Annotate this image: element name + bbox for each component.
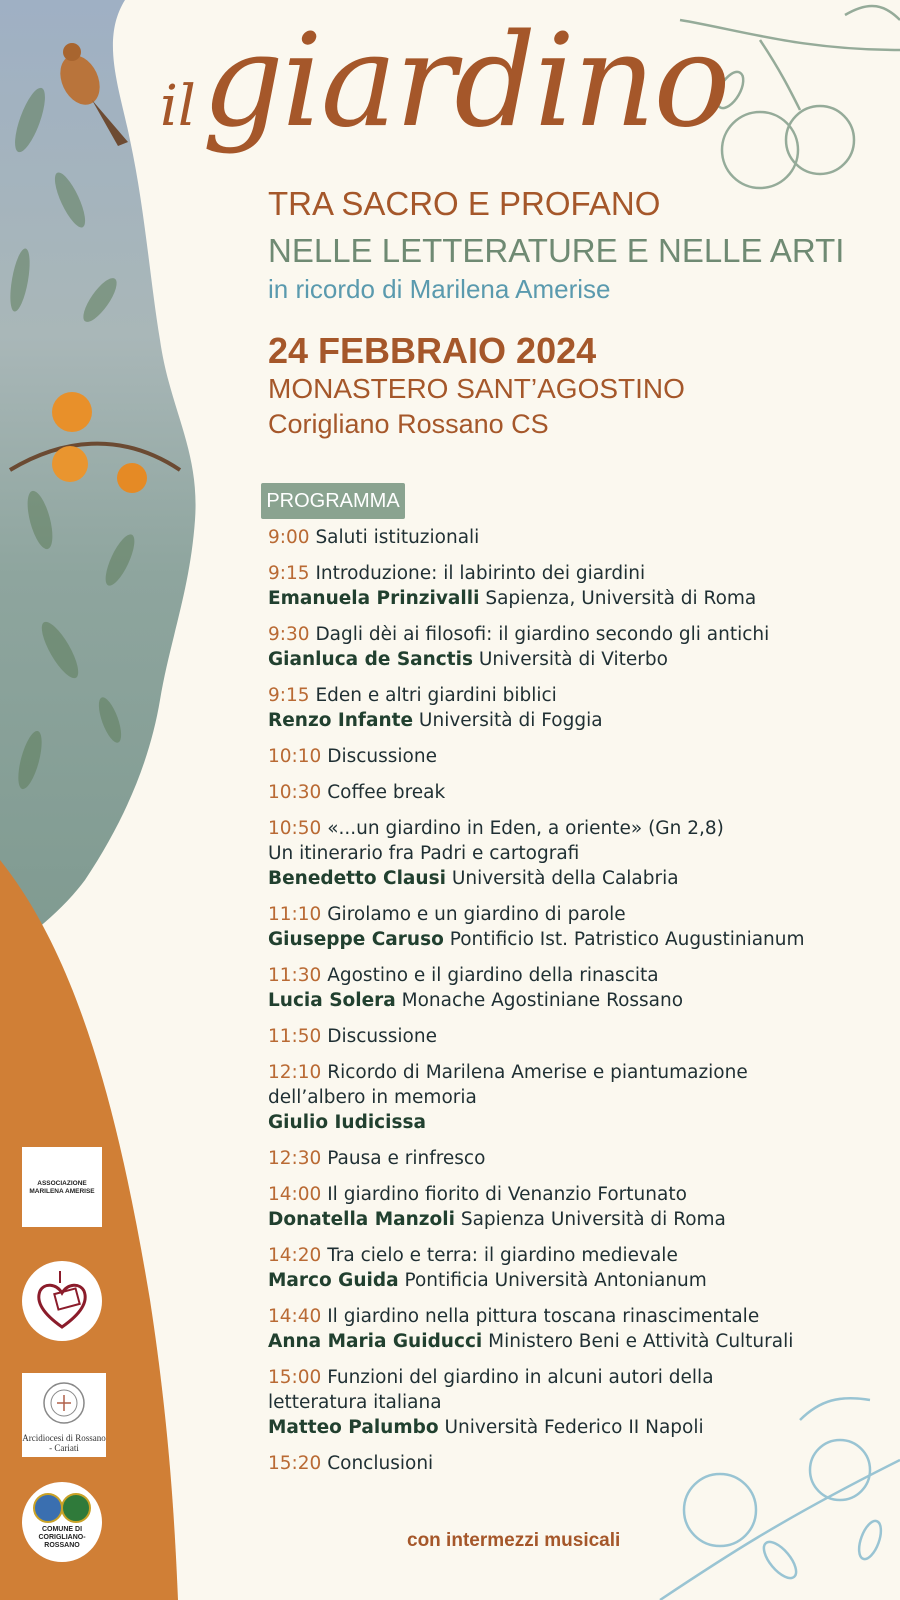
program-item xyxy=(268,902,828,952)
program-title: Discussione xyxy=(327,746,437,767)
program-time: 9:15 xyxy=(268,563,310,584)
program-title: Girolamo e un giardino di parole xyxy=(327,904,626,925)
speaker-name: Giuseppe Caruso xyxy=(268,929,444,950)
program-title: Saluti istituzionali xyxy=(315,527,480,548)
program-item-line xyxy=(268,1060,828,1085)
speaker-affiliation: Pontificio Ist. Patristico Augustinianum xyxy=(449,929,805,950)
program-time: 12:10 xyxy=(268,1062,322,1083)
arcidiocesi-logo xyxy=(22,1373,106,1457)
orange-panel xyxy=(0,860,178,1600)
program-item-line xyxy=(268,622,828,647)
event-date: 24 FEBBRAIO 2024 xyxy=(268,330,597,371)
program-item xyxy=(268,1243,828,1293)
program-time: 10:50 xyxy=(268,818,322,839)
program-item xyxy=(268,525,828,550)
program-title: Dagli dèi ai filosofi: il giardino secondo gli antichi xyxy=(315,624,770,645)
program-time: 9:30 xyxy=(268,624,310,645)
subtitle-2: NELLE LETTERATURE E NELLE ARTI xyxy=(268,232,845,269)
speaker-affiliation: Università della Calabria xyxy=(451,868,679,889)
program-time: 15:20 xyxy=(268,1453,322,1474)
speaker-name: Emanuela Prinzivalli xyxy=(268,588,480,609)
speaker-affiliation: Università di Viterbo xyxy=(478,649,668,670)
heart-emblem-icon xyxy=(22,1261,102,1341)
program-item-line xyxy=(268,561,828,586)
program-time: 14:40 xyxy=(268,1306,322,1327)
program-time: 15:00 xyxy=(268,1367,322,1388)
program-item xyxy=(268,1304,828,1354)
program-item xyxy=(268,1451,828,1476)
program-item-line xyxy=(268,1146,828,1171)
program-title: Conclusioni xyxy=(327,1453,434,1474)
speaker-affiliation: Sapienza, Università di Roma xyxy=(485,588,757,609)
program-speaker-line xyxy=(268,1415,828,1440)
program-item xyxy=(268,622,828,672)
comune-logo-text: COMUNE DI CORIGLIANO-ROSSANO xyxy=(38,1526,86,1549)
program-speaker-line xyxy=(268,586,828,611)
speaker-affiliation: Università di Foggia xyxy=(418,710,603,731)
program-time: 12:30 xyxy=(268,1148,322,1169)
program-title: Agostino e il giardino della rinascita xyxy=(327,965,659,986)
program-item-line xyxy=(268,902,828,927)
program-title: Il giardino nella pittura toscana rinascimentale xyxy=(327,1306,760,1327)
program-item xyxy=(268,561,828,611)
crest-icon xyxy=(22,1373,106,1433)
program-item-line xyxy=(268,780,828,805)
program-item xyxy=(268,744,828,769)
program-title: Funzioni del giardino in alcuni autori della xyxy=(327,1367,714,1388)
program-item-line xyxy=(268,963,828,988)
speaker-affiliation: Ministero Beni e Attività Culturali xyxy=(488,1331,794,1352)
program-speaker-line xyxy=(268,1207,828,1232)
event-city: Corigliano Rossano CS xyxy=(268,409,549,439)
program-title: Introduzione: il labirinto dei giardini xyxy=(315,563,646,584)
program-title: Discussione xyxy=(327,1026,437,1047)
program-item-line xyxy=(268,683,828,708)
program-title: Tra cielo e terra: il giardino medievale xyxy=(327,1245,678,1266)
speaker-name: Renzo Infante xyxy=(268,710,414,731)
associazione-logo-text: ASSOCIAZIONE MARILENA AMERISE xyxy=(29,1180,95,1195)
program-title: Coffee break xyxy=(327,782,446,803)
program-title: Eden e altri giardini biblici xyxy=(315,685,557,706)
program-title: «...un giardino in Eden, a oriente» (Gn 2,8) xyxy=(327,818,724,839)
program-item-line xyxy=(268,1243,828,1268)
program-time: 10:10 xyxy=(268,746,322,767)
program-time: 11:30 xyxy=(268,965,322,986)
program-title: Ricordo di Marilena Amerise e piantumazione xyxy=(327,1062,748,1083)
program-item-line xyxy=(268,1451,828,1476)
title-main: giardino xyxy=(201,7,729,156)
program-time: 10:30 xyxy=(268,782,322,803)
program-item xyxy=(268,1060,828,1135)
program-item xyxy=(268,1365,828,1440)
speaker-name: Marco Guida xyxy=(268,1270,399,1291)
program-item-line xyxy=(268,1024,828,1049)
program-speaker-line xyxy=(268,647,828,672)
program-speaker-line xyxy=(268,1329,828,1354)
speaker-affiliation: Monache Agostiniane Rossano xyxy=(401,990,684,1011)
program-speaker-line xyxy=(268,1110,828,1135)
program-time: 9:00 xyxy=(268,527,310,548)
speaker-name: Lucia Solera xyxy=(268,990,396,1011)
program-item-line xyxy=(268,744,828,769)
speaker-name: Donatella Manzoli xyxy=(268,1209,455,1230)
speaker-affiliation: Pontificia Università Antonianum xyxy=(404,1270,707,1291)
program-item xyxy=(268,1182,828,1232)
subtitle-dedication: in ricordo di Marilena Amerise xyxy=(268,274,611,304)
program-item xyxy=(268,1146,828,1171)
subtitle-1: TRA SACRO E PROFANO xyxy=(268,185,661,222)
program-list xyxy=(268,525,828,1487)
program-speaker-line xyxy=(268,866,828,891)
program-label: PROGRAMMA xyxy=(261,483,405,519)
poster-title xyxy=(160,7,729,156)
event-venue: MONASTERO SANT’AGOSTINO xyxy=(268,373,685,404)
heart-emblem-logo xyxy=(22,1261,102,1341)
program-item-line xyxy=(268,525,828,550)
speaker-name: Matteo Palumbo xyxy=(268,1417,439,1438)
program-title: Pausa e rinfresco xyxy=(327,1148,486,1169)
program-item-line xyxy=(268,1304,828,1329)
title-article: il xyxy=(160,74,196,139)
comune-logo xyxy=(22,1482,102,1562)
program-title: Il giardino fiorito di Venanzio Fortunato xyxy=(327,1184,687,1205)
program-title-continuation: Un itinerario fra Padri e cartografi xyxy=(268,843,580,864)
program-speaker-line xyxy=(268,1268,828,1293)
speaker-affiliation: Sapienza Università di Roma xyxy=(460,1209,726,1230)
program-speaker-line xyxy=(268,988,828,1013)
footer-note: con intermezzi musicali xyxy=(407,1530,621,1551)
program-time: 14:20 xyxy=(268,1245,322,1266)
program-item-line xyxy=(268,816,828,841)
speaker-name: Benedetto Clausi xyxy=(268,868,446,889)
program-item xyxy=(268,816,828,891)
associazione-logo xyxy=(22,1147,102,1227)
program-item xyxy=(268,1024,828,1049)
speaker-name: Giulio Iudicissa xyxy=(268,1112,426,1133)
speaker-name: Anna Maria Guiducci xyxy=(268,1331,483,1352)
arcidiocesi-logo-text: Arcidiocesi di Rossano - Cariati xyxy=(22,1433,106,1453)
speaker-name: Gianluca de Sanctis xyxy=(268,649,473,670)
program-title-continuation: dell’albero in memoria xyxy=(268,1087,477,1108)
program-time: 9:15 xyxy=(268,685,310,706)
program-item xyxy=(268,683,828,733)
program-item xyxy=(268,963,828,1013)
program-item-line xyxy=(268,1182,828,1207)
program-item-line xyxy=(268,1365,828,1390)
program-time: 14:00 xyxy=(268,1184,322,1205)
program-speaker-line xyxy=(268,927,828,952)
program-time: 11:50 xyxy=(268,1026,322,1047)
program-item xyxy=(268,780,828,805)
speaker-affiliation: Università Federico II Napoli xyxy=(444,1417,704,1438)
program-time: 11:10 xyxy=(268,904,322,925)
program-title-continuation: letteratura italiana xyxy=(268,1392,442,1413)
program-speaker-line xyxy=(268,708,828,733)
